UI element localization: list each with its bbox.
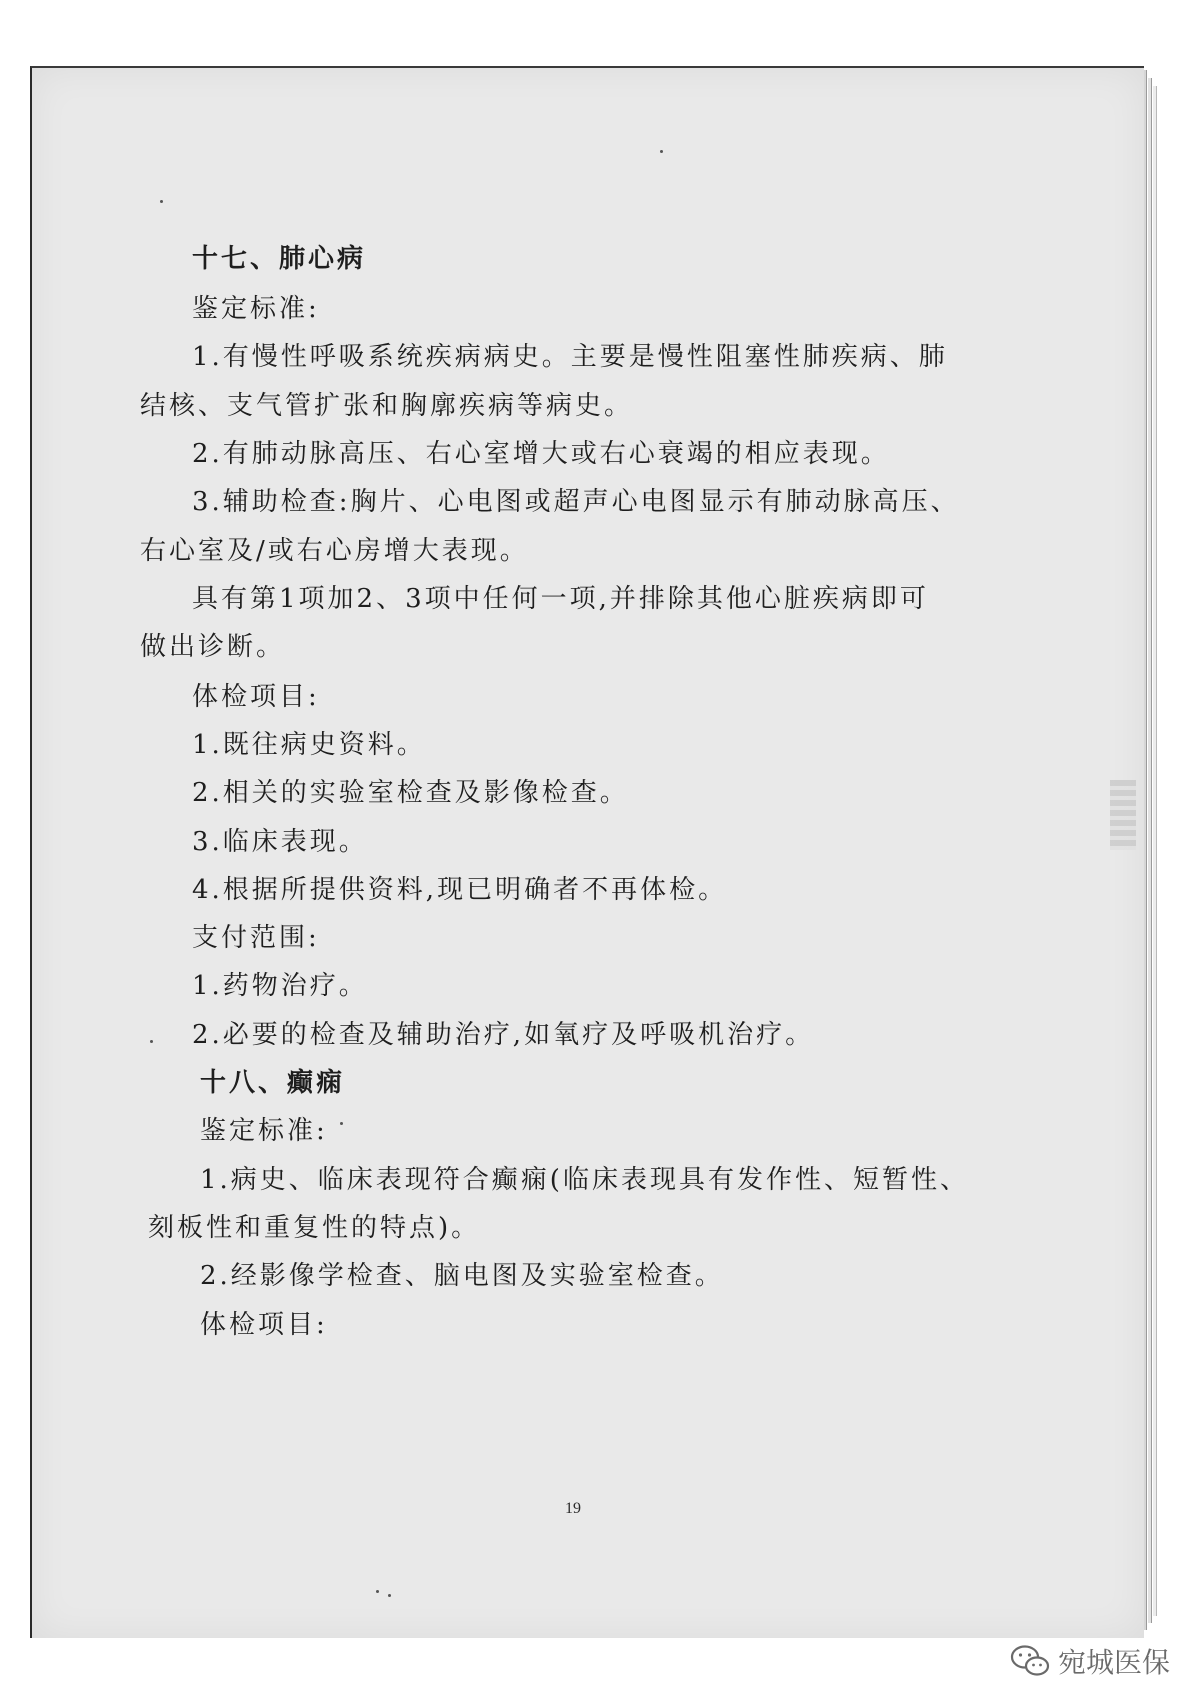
section-18-criteria-heading: 鉴定标准:: [200, 1116, 328, 1146]
section-17-criteria-1: 1.有慢性呼吸系统疾病病史。主要是慢性阻塞性肺疾病、肺: [192, 342, 948, 372]
section-17-payment-1: 1.药物治疗。: [192, 971, 368, 1001]
scan-speck: [376, 1590, 379, 1593]
section-17-payment-2: 2.必要的检查及辅助治疗,如氧疗及呼吸机治疗。: [192, 1020, 815, 1050]
section-18-title: 十八、癫痫: [200, 1068, 346, 1098]
section-17-diagnosis-cont: 做出诊断。: [140, 632, 286, 662]
section-17-exam-2: 2.相关的实验室检查及影像检查。: [192, 778, 629, 808]
section-17-exam-4: 4.根据所提供资料,现已明确者不再体检。: [192, 875, 728, 905]
page-number: 19: [565, 1500, 581, 1517]
section-17-criteria-3: 3.辅助检查:胸片、心电图或超声心电图显示有肺动脉高压、: [192, 487, 960, 517]
scan-speck: [160, 200, 163, 203]
section-17-diagnosis: 具有第1项加2、3项中任何一项,并排除其他心脏疾病即可: [192, 584, 929, 614]
section-18-criteria-1-cont: 刻板性和重复性的特点)。: [148, 1213, 481, 1243]
section-17-criteria-heading: 鉴定标准:: [192, 294, 320, 324]
page-edge: [1153, 86, 1157, 1616]
section-17-title: 十七、肺心病: [192, 244, 367, 274]
section-17-exam-heading: 体检项目:: [192, 682, 320, 712]
watermark-text: 宛城医保: [1057, 1646, 1170, 1679]
section-18-criteria-2: 2.经影像学检查、脑电图及实验室检查。: [200, 1261, 724, 1291]
watermark: [1010, 1641, 1170, 1681]
section-17-payment-heading: 支付范围:: [192, 923, 320, 953]
section-17-exam-1: 1.既往病史资料。: [192, 730, 426, 760]
scan-speck: [660, 150, 663, 153]
scan-speck: [388, 1594, 391, 1597]
section-18-criteria-1: 1.病史、临床表现符合癫痫(临床表现具有发作性、短暂性、: [200, 1165, 969, 1195]
section-17-criteria-3-cont: 右心室及/或右心房增大表现。: [140, 536, 529, 566]
wechat-icon: [1010, 1644, 1050, 1678]
section-17-criteria-1-cont: 结核、支气管扩张和胸廓疾病等病史。: [140, 391, 634, 421]
scan-speck: [340, 1122, 343, 1125]
section-17-exam-3: 3.临床表现。: [192, 827, 368, 857]
page-edge: [1148, 78, 1152, 1623]
section-18-exam-heading: 体检项目:: [200, 1310, 328, 1340]
section-17-criteria-2: 2.有肺动脉高压、右心室增大或右心衰竭的相应表现。: [192, 439, 890, 469]
scan-smudge: [1110, 780, 1136, 850]
scan-speck: [150, 1040, 153, 1043]
